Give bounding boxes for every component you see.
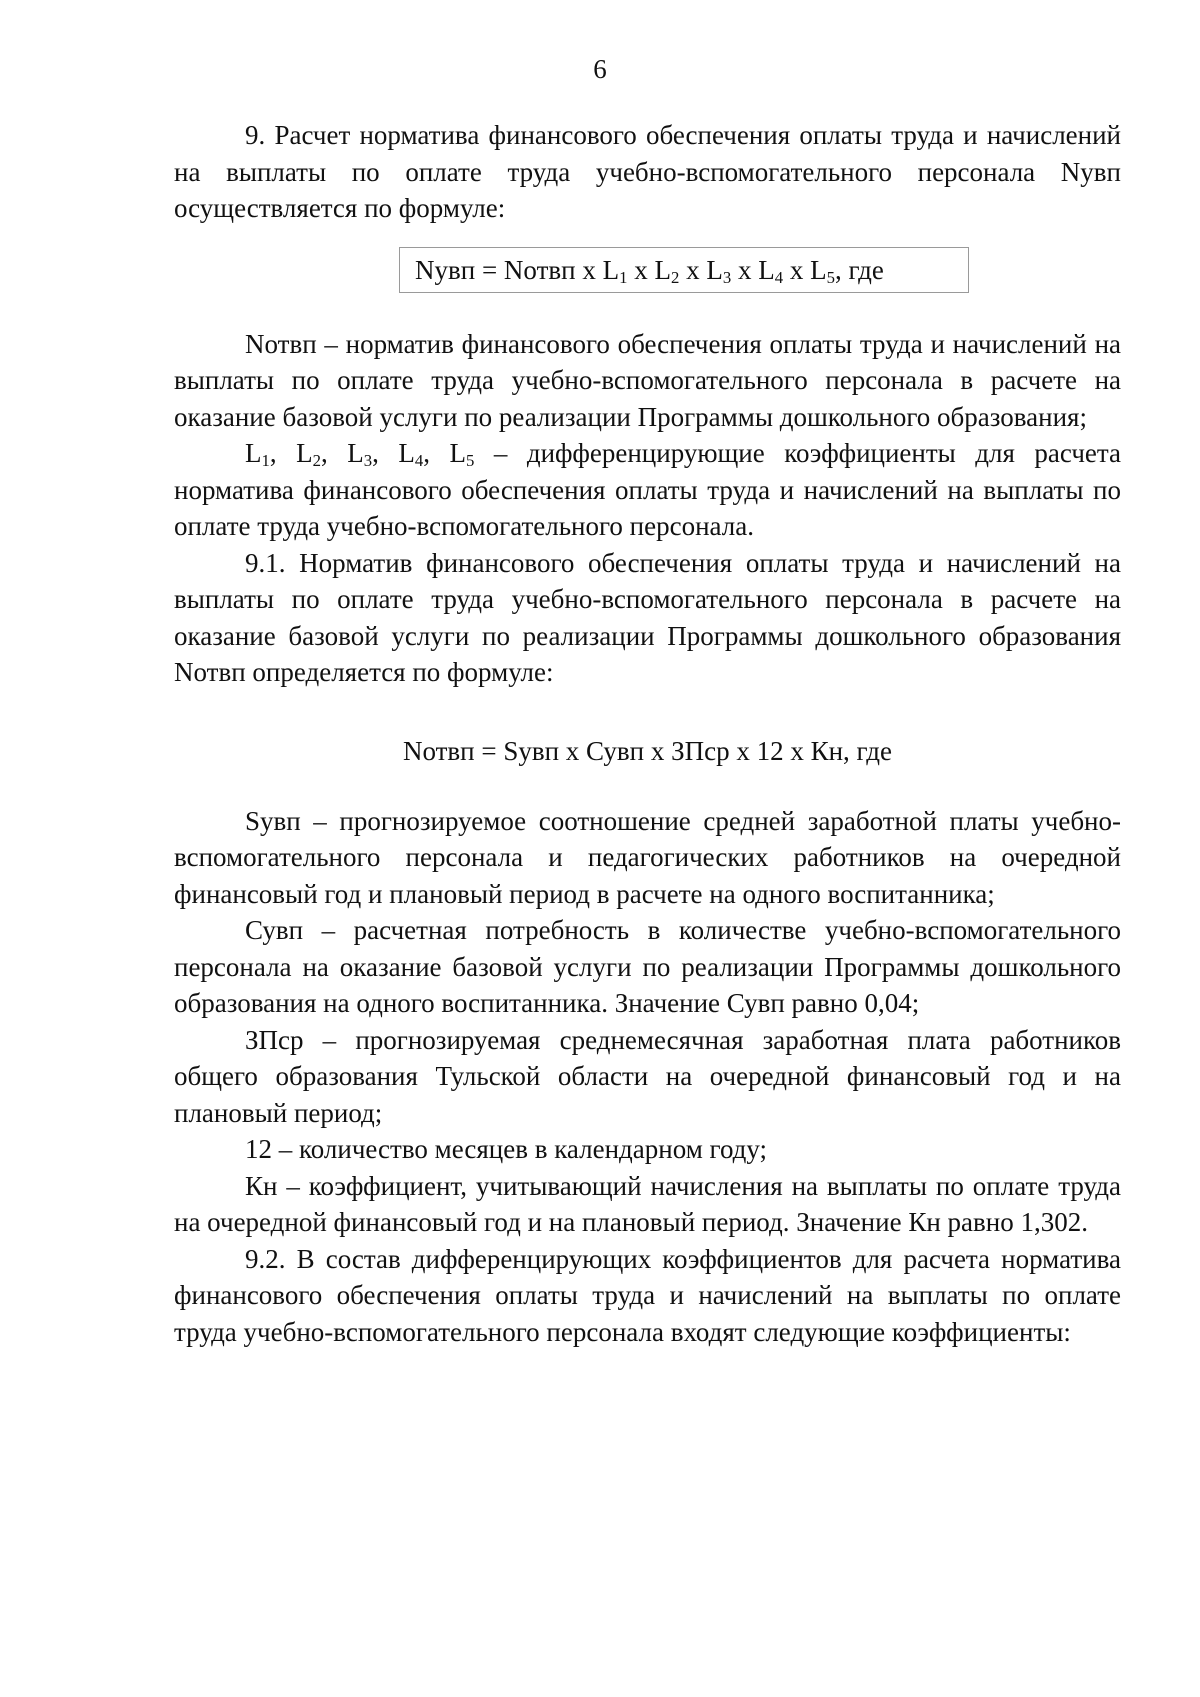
formula-part: , где <box>834 254 884 285</box>
text-part: L <box>245 438 262 468</box>
definition-suvp: Sувп – прогнозируемое соотношение средней заработной платы учебно-вспомогательного персонала и педагогических работников на очередной финансовый год и плановый период в расчете на одного воспитанника; <box>174 805 1121 909</box>
formula-part: х L <box>731 254 775 285</box>
definition-l-coefficients <box>174 435 1121 545</box>
text-part: , L <box>372 438 415 468</box>
formula-subscript: 1 <box>619 267 628 287</box>
formula-subscript: 3 <box>722 267 732 287</box>
formula-part: Nувп = Nотвп х L <box>415 254 620 285</box>
definition-notvp: Nотвп – норматив финансового обеспечения оплаты труда и начислений на выплаты по оплате труда учебно-вспомогательного персонала в расчете на оказание базовой услуги по реализации Программы дошкольного образования; <box>174 328 1121 432</box>
text-part: , L <box>423 438 466 468</box>
formula-part: х L <box>783 254 827 285</box>
text-part: – дифференцирующие коэффициенты для расчета норматива финансового обеспечения оплаты труда и начислений на выплаты по оплате труда учебно-вспомогательного персонала. <box>174 438 1122 541</box>
page-number: 6 <box>593 54 607 84</box>
text-part: , L <box>321 438 364 468</box>
formula-subscript: 2 <box>670 267 680 287</box>
definition-cuvp: Сувп – расчетная потребность в количестве учебно-вспомогательного персонала на оказание базовой услуги по реализации Программы дошкольного образования на одного воспитанника. Значение Сувп равно 0,04; <box>174 915 1121 1018</box>
formula-subscript: 5 <box>826 267 835 287</box>
formula-part: х L <box>679 254 723 285</box>
text-part: , L <box>269 438 313 468</box>
subscript: 4 <box>414 451 424 471</box>
subscript: 1 <box>261 451 270 471</box>
formula-notvp: Nотвп = Sувп х Сувп х ЗПср х 12 х Кн, где <box>402 735 893 766</box>
paragraph-9-2: 9.2. В состав дифференцирующих коэффициентов для расчета норматива финансового обеспечения оплаты труда и начислений на выплаты по оплате труда учебно-вспомогательного персонала входят следующие коэффициенты: <box>174 1243 1121 1347</box>
paragraph-9: 9. Расчет норматива финансового обеспечения оплаты труда и начислений на выплаты по оплате труда учебно-вспомогательного персонала Nувп осуществляется по формуле: <box>174 120 1121 223</box>
subscript: 3 <box>363 451 373 471</box>
formula-subscript: 4 <box>774 267 784 287</box>
definition-zpsr: ЗПср – прогнозируемая среднемесячная заработная плата работников общего образования Тульской области на очередной финансовый год и на плановый период; <box>174 1024 1121 1128</box>
document-body <box>174 117 1121 1350</box>
formula-nuvp-box <box>399 247 969 293</box>
subscript: 2 <box>312 451 321 471</box>
paragraph-9-1: 9.1. Норматив финансового обеспечения оплаты труда и начислений на выплаты по оплате труда учебно-вспомогательного персонала в расчете на оказание базовой услуги по реализации Программы дошкольного образования Nотвп определяется по формуле: <box>174 547 1121 687</box>
definition-12: 12 – количество месяцев в календарном году; <box>245 1134 768 1164</box>
formula-part: х L <box>627 254 671 285</box>
subscript: 5 <box>466 451 475 471</box>
definition-kn: Кн – коэффициент, учитывающий начисления на выплаты по оплате труда на очередной финансовый год и на плановый период. Значение Кн равно 1,302. <box>174 1170 1121 1237</box>
